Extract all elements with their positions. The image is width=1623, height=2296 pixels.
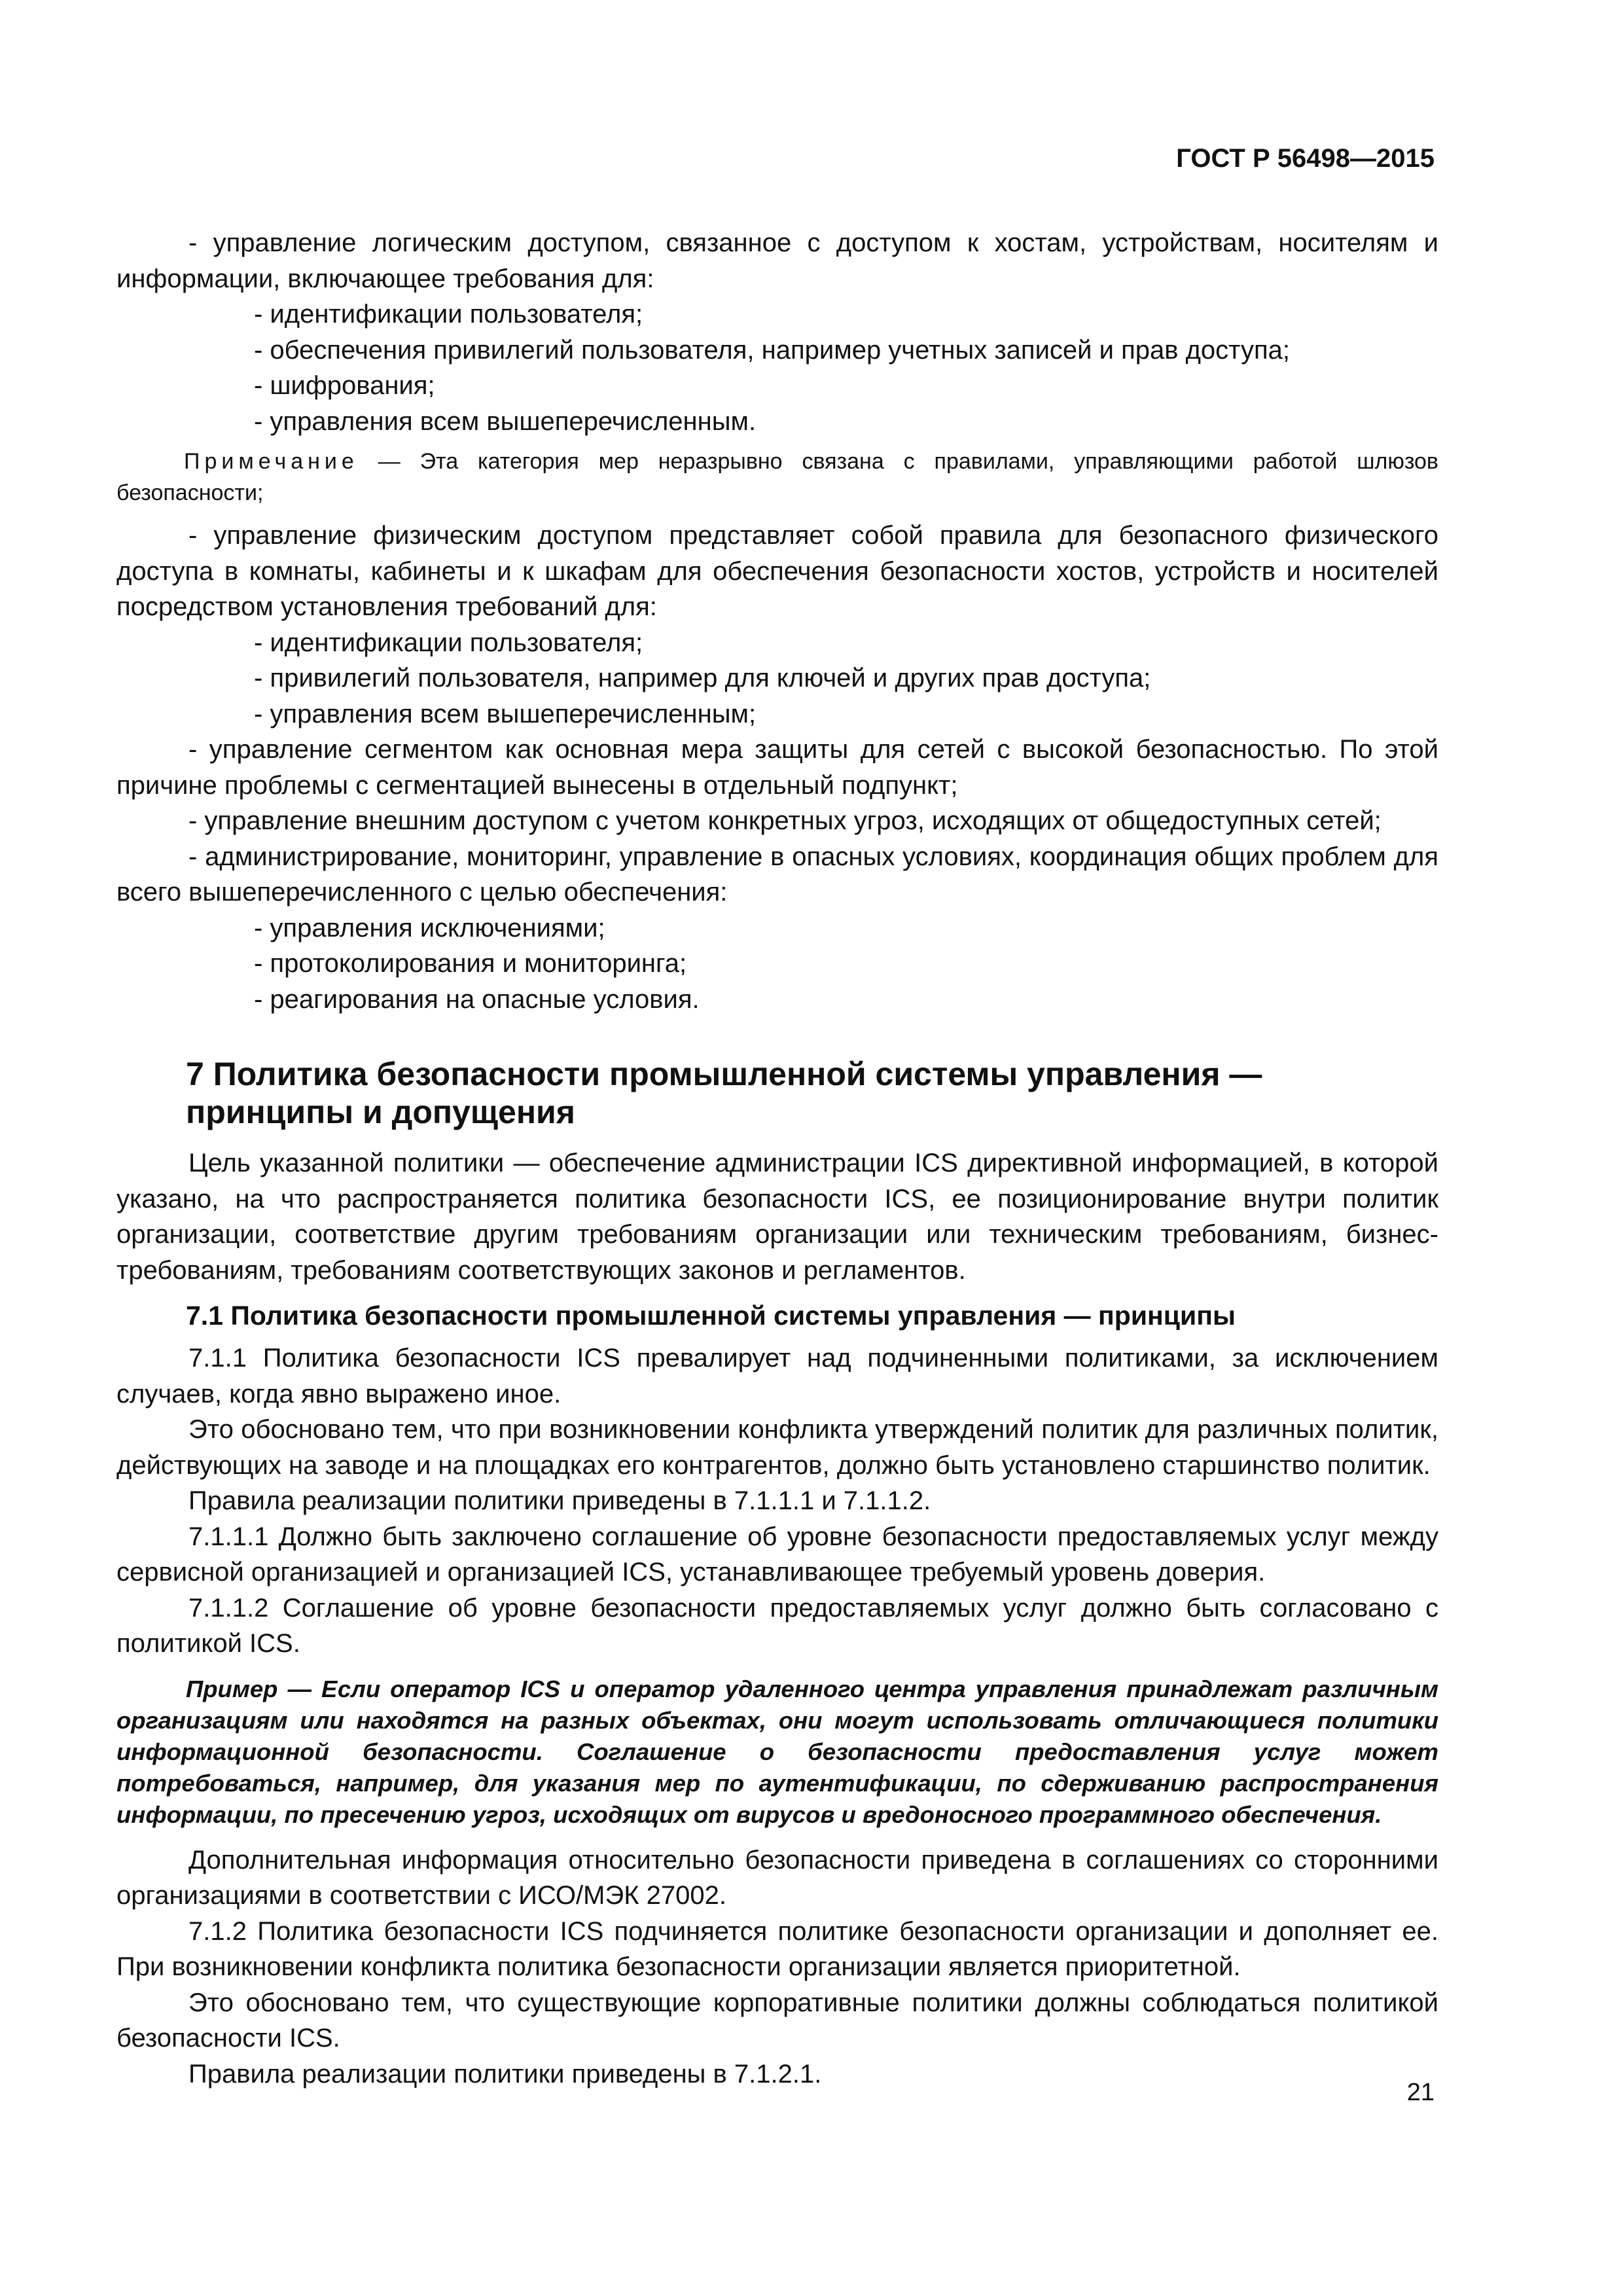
page-body — [116, 225, 1438, 2092]
page-number: 21 — [1406, 2079, 1435, 2106]
paragraph-7-1-1: 7.1.1 Политика безопасности ICS превалирует над подчиненными политиками, за исключением случаев, когда явно выражено иное. — [116, 1344, 1438, 1408]
list-item-logical-access: - управление логическим доступом, связанное с доступом к хостам, устройствам, носителям и информации, включающее требования для: — [116, 228, 1438, 293]
section-7-heading-line2: принципы и допущения — [186, 1094, 575, 1130]
list-subitem: - идентификации пользователя; — [254, 628, 643, 657]
section-7-heading-line1: 7 Политика безопасности промышленной системы управления — — [186, 1056, 1262, 1092]
note-paragraph — [116, 446, 1438, 509]
paragraph-rules-2: Правила реализации политики приведены в 7.1.2.1. — [188, 2059, 822, 2089]
paragraph-rationale-2: Это обосновано тем, что существующие корпоративные политики должны соблюдаться политикой безопасности ICS. — [116, 1988, 1438, 2053]
document-code-header: ГОСТ Р 56498—2015 — [1176, 144, 1435, 173]
section-7-1-heading: 7.1 Политика безопасности промышленной системы управления — принципы — [186, 1300, 1236, 1331]
list-item-external-access: - управление внешним доступом с учетом конкретных угроз, исходящих от общедоступных сетей; — [188, 806, 1382, 835]
list-item-segment: - управление сегментом как основная мера защиты для сетей с высокой безопасностью. По этой причине проблемы с сегментацией вынесены в отдельный подпункт; — [116, 735, 1438, 800]
example-block: Пример — Если оператор ICS и оператор удаленного центра управления принадлежат различным организациям или находятся на разных объектах, они могут использовать отличающиеся политики информационной безопасности. Соглашение о безопасности предоставления услуг может потребоваться, например, для указания мер по аутентификации, по сдерживанию распространения информации, по пресечению угроз, исходящих от вирусов и вредоносного программного обеспечения. — [116, 1675, 1438, 1828]
list-subitem: - привилегий пользователя, например для ключей и других прав доступа; — [254, 664, 1151, 692]
paragraph-7-1-1-1: 7.1.1.1 Должно быть заключено соглашение об уровне безопасности предоставляемых услуг между сервисной организацией и организацией ICS, устанавливающее требуемый уровень доверия. — [116, 1522, 1438, 1587]
list-subitem: - управления всем вышеперечисленным. — [254, 406, 757, 436]
paragraph-rules: Правила реализации политики приведены в 7.1.1.1 и 7.1.1.2. — [188, 1486, 931, 1515]
paragraph-additional-info: Дополнительная информация относительно безопасности приведена в соглашениях со сторонними организациями в соответствии с ИСО/МЭК 27002. — [116, 1845, 1438, 1910]
list-subitem: - протоколирования и мониторинга; — [254, 949, 687, 978]
list-item-physical-access: - управление физическим доступом представляет собой правила для безопасного физического доступа в комнаты, кабинеты и к шкафам для обеспечения безопасности хостов, устройств и носителей посредством установления требований для: — [116, 521, 1438, 621]
list-subitem: - шифрования; — [254, 371, 435, 400]
paragraph-7-1-2: 7.1.2 Политика безопасности ICS подчиняется политике безопасности организации и дополняет ее. При возникновении конфликта политика безопасности организации является приоритетной. — [116, 1916, 1438, 1981]
section-7-intro: Цель указанной политики — обеспечение администрации ICS директивной информацией, в которой указано, на что распространяется политика безопасности ICS, ее позиционирование внутри политик организации, соответствие другим требованиям организации или техническим требованиям, бизнес-требованиям, требованиям соответствующих законов и регламентов. — [116, 1149, 1438, 1285]
paragraph-7-1-1-2: 7.1.1.2 Соглашение об уровне безопасности предоставляемых услуг должно быть согласовано с политикой ICS. — [116, 1593, 1438, 1658]
list-item-administration: - администрирование, мониторинг, управление в опасных условиях, координация общих проблем для всего вышеперечисленного с целью обеспечения: — [116, 842, 1438, 906]
list-subitem: - управления исключениями; — [254, 913, 605, 942]
list-subitem: - идентификации пользователя; — [254, 300, 643, 329]
list-subitem: - управления всем вышеперечисленным; — [254, 699, 757, 728]
paragraph-rationale: Это обосновано тем, что при возникновении конфликта утверждений политик для различных политик, действующих на заводе и на площадках его контрагентов, должно быть установлено старшинство политик. — [116, 1415, 1438, 1480]
note-text: — Эта категория мер неразрывно связана с правилами, управляющими работой шлюзов безопасности; — [116, 449, 1438, 505]
note-label: Примечание — [184, 449, 359, 474]
list-subitem: - реагирования на опасные условия. — [254, 984, 700, 1014]
list-subitem: - обеспечения привилегий пользователя, например учетных записей и прав доступа; — [254, 335, 1290, 365]
section-7-heading — [116, 1055, 1438, 1131]
